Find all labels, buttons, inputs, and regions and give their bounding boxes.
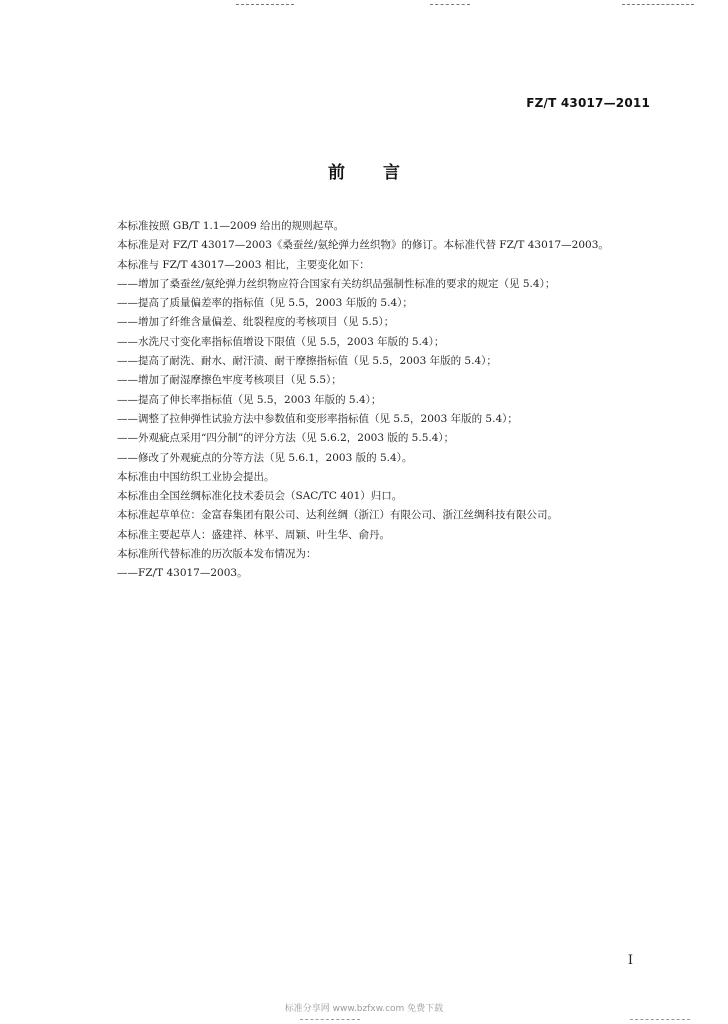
body-line: 本标准由全国丝绸标准化技术委员会（SAC/TC 401）归口。 xyxy=(117,490,403,503)
body-line: 本标准按照 GB/T 1.1—2009 给出的规则起草。 xyxy=(117,220,345,232)
bottom-scan-artifact-left xyxy=(300,1019,360,1020)
body-line: ——外观疵点采用“四分制”的评分方法（见 5.6.2，2003 版的 5.5.4）； xyxy=(117,432,455,445)
top-scan-artifact-mid xyxy=(430,4,470,5)
body-line: 本标准主要起草人：盛建祥、林平、周颖、叶生华、俞丹。 xyxy=(117,528,390,541)
bottom-scan-artifact-right xyxy=(630,1019,690,1020)
body-line: 本标准与 FZ/T 43017—2003 相比，主要变化如下： xyxy=(117,258,370,271)
body-line: ——提高了伸长率指标值（见 5.5，2003 年版的 5.4）； xyxy=(117,393,382,406)
page-title xyxy=(0,158,728,183)
title-char-2: 言 xyxy=(383,163,400,183)
top-scan-artifact-left xyxy=(236,4,294,5)
body-line: ——增加了桑蚕丝/氨纶弹力丝织物应符合国家有关纺织品强制性标准的要求的规定（见 5.4）； xyxy=(117,277,556,290)
body-line: ——FZ/T 43017—2003。 xyxy=(117,567,248,580)
body-line: 本标准由中国纺织工业协会提出。 xyxy=(117,470,275,483)
body-line: ——修改了外观疵点的分等方法（见 5.6.1，2003 版的 5.4）。 xyxy=(117,451,413,464)
page-number: I xyxy=(627,953,633,968)
body-line: ——增加了耐湿摩擦色牢度考核项目（见 5.5）； xyxy=(117,374,342,387)
top-scan-artifact-right xyxy=(622,4,694,5)
body-line: 本标准所代替标准的历次版本发布情况为： xyxy=(117,548,317,561)
body-line: 本标准起草单位：金富春集团有限公司、达利丝绸（浙江）有限公司、浙江丝绸科技有限公司。 xyxy=(117,509,558,522)
standard-code: FZ/T 43017—2011 xyxy=(526,96,650,110)
footer-watermark: 标准分享网 www.bzfxw.com 免费下载 xyxy=(284,1004,444,1014)
body-line: ——提高了耐洗、耐水、耐汗渍、耐干摩擦指标值（见 5.5，2003 年版的 5.4）； xyxy=(117,355,497,368)
body-line: ——调整了拉伸弹性试验方法中参数值和变形率指标值（见 5.5，2003 年版的 5.4）； xyxy=(117,412,518,425)
title-char-1: 前 xyxy=(328,163,345,183)
body-line: ——水洗尺寸变化率指标值增设下限值（见 5.5，2003 年版的 5.4）； xyxy=(117,335,445,348)
foreword-body xyxy=(117,217,677,584)
body-line: ——提高了质量偏差率的指标值（见 5.5，2003 年版的 5.4）； xyxy=(117,297,413,310)
body-line: ——增加了纤维含量偏差、纰裂程度的考核项目（见 5.5）； xyxy=(117,316,395,329)
body-line: 本标准是对 FZ/T 43017—2003《桑蚕丝/氨纶弹力丝织物》的修订。本标准代替 FZ/T 43017—2003。 xyxy=(117,239,609,252)
